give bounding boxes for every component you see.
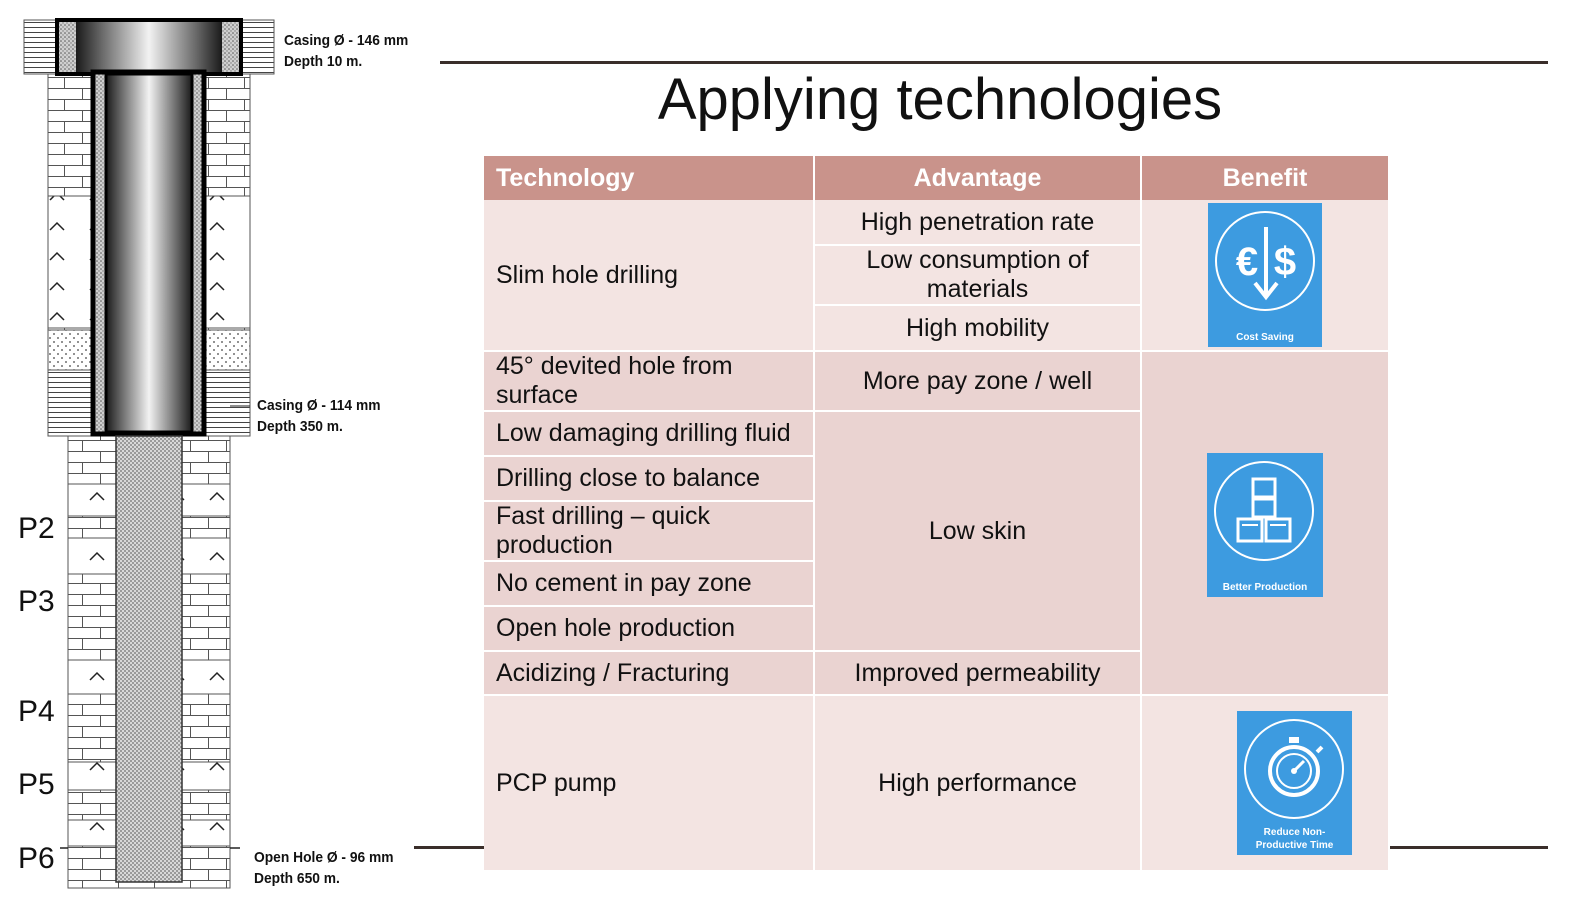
tech-devited-hole: 45° devited hole from surface	[484, 352, 815, 412]
tech-acidizing: Acidizing / Fracturing	[484, 652, 815, 696]
header-technology: Technology	[484, 156, 815, 200]
reduce-npt-card	[1237, 711, 1352, 855]
better-production-label: Better Production	[1222, 582, 1308, 593]
pay-zone-p4: P4	[18, 695, 55, 728]
tech-open-hole: Open hole production	[484, 607, 815, 652]
openhole-label	[254, 847, 394, 889]
adv-penetration: High penetration rate	[815, 200, 1142, 246]
pay-zone-p3: P3	[18, 585, 55, 618]
header-benefit: Benefit	[1142, 156, 1390, 200]
stopwatch-icon	[1244, 719, 1344, 819]
table-header-row	[484, 156, 1390, 200]
cost-saving-card	[1208, 203, 1322, 347]
pay-zone-p2: P2	[18, 512, 55, 545]
table-row	[484, 696, 1390, 870]
page-title: Applying technologies	[657, 67, 1223, 132]
tech-close-to-balance: Drilling close to balance	[484, 457, 815, 502]
tech-pcp-pump: PCP pump	[484, 696, 815, 870]
table-row	[484, 352, 1390, 412]
better-production-icon	[1214, 461, 1314, 561]
benefit-cell-npt	[1142, 696, 1390, 870]
adv-pay-zone: More pay zone / well	[815, 352, 1142, 412]
casing1-label	[284, 30, 408, 72]
table-row	[484, 200, 1390, 246]
adv-permeability: Improved permeability	[815, 652, 1142, 696]
svg-text:€: €	[1235, 240, 1259, 284]
adv-low-consumption: Low consumption of materials	[815, 246, 1142, 306]
benefit-cell-cost	[1142, 200, 1390, 352]
casing2-label	[257, 395, 380, 437]
benefit-cell-production	[1142, 352, 1390, 696]
pay-zone-p5: P5	[18, 768, 55, 801]
tech-slim-hole: Slim hole drilling	[484, 200, 815, 352]
casing2-depth: Depth 350 m.	[257, 418, 343, 435]
openhole-depth: Depth 650 m.	[254, 870, 340, 887]
casing1-diameter: Casing Ø - 146 mm	[284, 32, 409, 49]
cost-saving-label: Cost Saving	[1236, 332, 1294, 343]
pay-zone-p6: P6	[18, 842, 55, 875]
openhole-diameter: Open Hole Ø - 96 mm	[254, 849, 394, 866]
adv-high-performance: High performance	[815, 696, 1142, 870]
technologies-table	[484, 156, 1390, 870]
adv-low-skin: Low skin	[815, 412, 1142, 652]
reduce-npt-label: Reduce Non-Productive Time	[1255, 827, 1334, 851]
adv-mobility: High mobility	[815, 306, 1142, 352]
cost-saving-icon	[1215, 211, 1315, 311]
header-advantage: Advantage	[815, 156, 1142, 200]
top-rule	[440, 61, 1548, 64]
well-schematic	[0, 0, 420, 904]
casing2-diameter: Casing Ø - 114 mm	[257, 397, 381, 414]
svg-text:$: $	[1273, 240, 1297, 284]
casing1-depth: Depth 10 m.	[284, 53, 363, 70]
better-production-card	[1207, 453, 1323, 597]
tech-fast-drilling: Fast drilling – quick production	[484, 502, 815, 562]
tech-low-damaging-fluid: Low damaging drilling fluid	[484, 412, 815, 457]
tech-no-cement: No cement in pay zone	[484, 562, 815, 607]
